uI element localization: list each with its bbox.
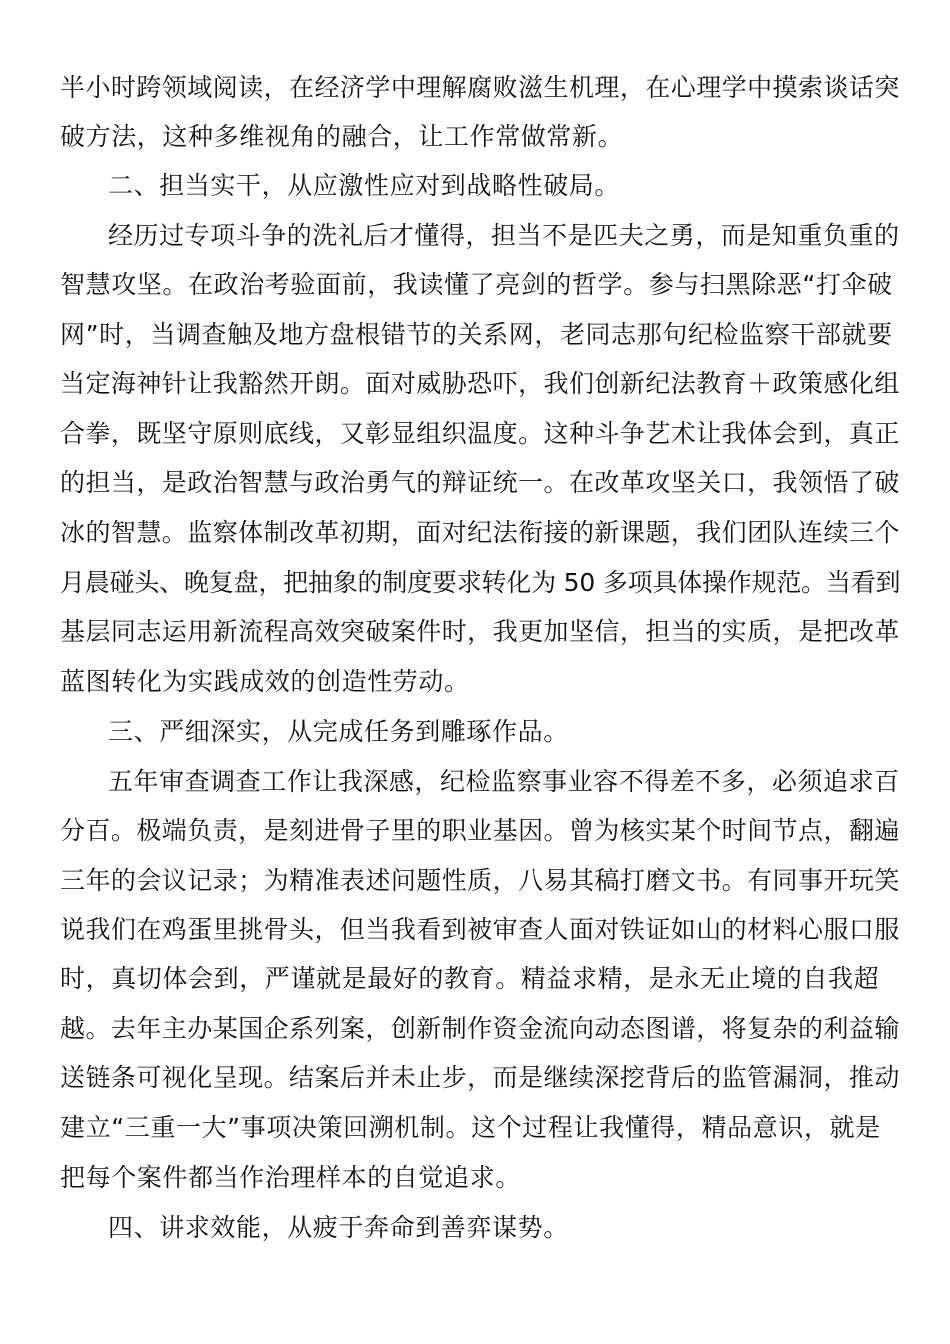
paragraph-line: 半小时跨领域阅读，在经济学中理解腐败滋生机理，在心理学中摸索谈话突 <box>60 73 900 102</box>
paragraph-line: 送链条可视化呈现。结案后并未止步，而是继续深挖背后的监管漏洞，推动 <box>60 1063 900 1092</box>
paragraph-line: 合拳，既坚守原则底线，又彰显组织温度。这种斗争艺术让我体会到，真正 <box>60 419 900 448</box>
paragraph-line: 破方法，这种多维视角的融合，让工作常做常新。 <box>60 122 624 151</box>
paragraph-line: 越。去年主办某国企系列案，创新制作资金流向动态图谱，将复杂的利益输 <box>60 1014 900 1043</box>
paragraph-line: 冰的智慧。监察体制改革初期，面对纪法衔接的新课题，我们团队连续三个 <box>60 518 900 547</box>
paragraph-line: 月晨碰头、晚复盘，把抽象的制度要求转化为 50 多项具体操作规范。当看到 <box>60 568 901 597</box>
paragraph-line: 说我们在鸡蛋里挑骨头，但当我看到被审查人面对铁证如山的材料心服口服 <box>60 915 900 944</box>
section-heading: 三、严细深实，从完成任务到雕琢作品。 <box>108 717 569 746</box>
paragraph-line: 把每个案件都当作治理样本的自觉追求。 <box>60 1163 521 1192</box>
paragraph-line: 的担当，是政治智慧与政治勇气的辩证统一。在改革攻坚关口，我领悟了破 <box>60 468 900 497</box>
paragraph-line: 五年审查调查工作让我深感，纪检监察事业容不得差不多，必须追求百 <box>108 767 900 796</box>
paragraph-line: 智慧攻坚。在政治考验面前，我读懂了亮剑的哲学。参与扫黑除恶“打伞破 <box>60 270 893 299</box>
section-heading: 四、讲求效能，从疲于奔命到善弈谋势。 <box>108 1213 569 1242</box>
paragraph-line: 建立“三重一大”事项决策回溯机制。这个过程让我懂得，精品意识，就是 <box>60 1113 881 1142</box>
paragraph-line: 分百。极端负责，是刻进骨子里的职业基因。曾为核实某个时间节点，翻遍 <box>60 816 900 845</box>
paragraph-line: 时，真切体会到，严谨就是最好的教育。精益求精，是永无止境的自我超 <box>60 964 880 993</box>
paragraph-line: 当定海神针让我豁然开朗。面对威胁恐吓，我们创新纪法教育＋政策感化组 <box>60 369 900 398</box>
section-heading: 二、担当实干，从应激性应对到战略性破局。 <box>108 171 621 200</box>
paragraph-line: 三年的会议记录；为精准表述问题性质，八易其稿打磨文书。有同事开玩笑 <box>60 866 900 895</box>
paragraph-line: 基层同志运用新流程高效突破案件时，我更加坚信，担当的实质，是把改革 <box>60 617 900 646</box>
paragraph-line: 经历过专项斗争的洗礼后才懂得，担当不是匹夫之勇，而是知重负重的 <box>108 221 900 250</box>
paragraph-line: 网”时，当调查触及地方盘根错节的关系网，老同志那句纪检监察干部就要 <box>60 320 893 349</box>
paragraph-line: 蓝图转化为实践成效的创造性劳动。 <box>60 667 470 696</box>
